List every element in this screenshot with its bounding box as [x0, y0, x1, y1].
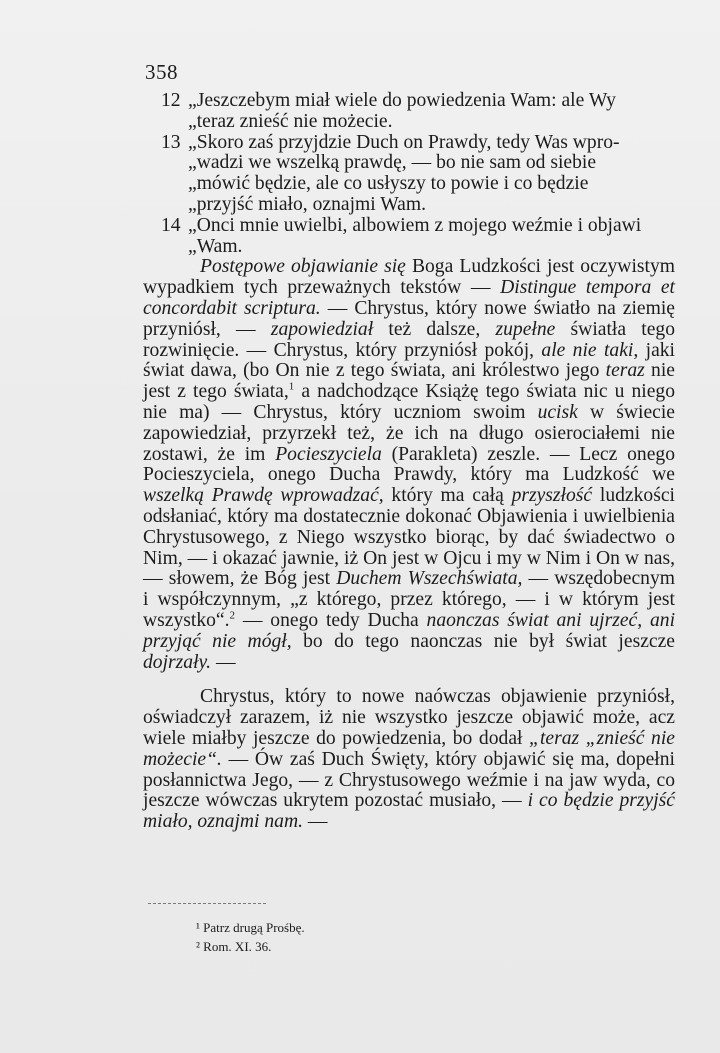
verse-number: 14: [161, 214, 181, 236]
verse-14: [143, 216, 675, 258]
body-paragraph-2: Chrystus, który to nowe naówczas objawienie przyniósł, oświadczył zarazem, iż nie wszystko jeszcze objawić może, acz wiele miałby jeszcze do powiedzenia, bo dodał „teraz „znieść nie możecie“. — Ów zaś Duch Święty, który objawić się ma, dopełni posłannictwa Jego, — z Chrystusowego weźmie i na jaw wyda, co jeszcze wówczas ukrytem pozostać musiało, — i co będzie przyjść miało, oznajmi nam. —: [143, 686, 675, 833]
verse-line: „mówić będzie, ale co usłyszy to powie i co będzie: [188, 173, 589, 195]
verse-line: „Skoro zaś przyjdzie Duch on Prawdy, tedy Was wpro-: [188, 131, 620, 153]
page-body: [143, 91, 675, 833]
verse-line: „Wam.: [188, 235, 243, 257]
verse-line: „teraz znieść nie możecie.: [188, 110, 393, 132]
page-number: 358: [145, 60, 178, 84]
footnote-divider: [148, 903, 266, 904]
verse-13: [143, 133, 675, 216]
footnote-2: ² Rom. XI. 36.: [196, 939, 272, 954]
body-paragraph-1: Postępowe objawianie się Boga Ludzkości jest oczywistym wypadkiem tych przeważnych tekstów — Distingue tempora et concordabit scriptura. — Chrystus, który nowe światło na ziemię przyniósł, — zapowiedział też dalsze, zupełne światła tego rozwinięcie. — Chrystus, który przyniósł pokój, ale nie taki, jaki świat dawa, (bo On nie z tego świata, ani królestwo jego teraz nie jest z tego świata,$^1$ a nadchodzące Książę tego świata nic u niego nie ma) — Chrystus, który uczniom swoim ucisk w świecie zapowiedział, przyrzekł też, że ich na długo osierociałemi nie zostawi, że im Pocieszyciela (Parakleta) zeszle. — Lecz onego Pocieszyciela, onego Ducha Prawdy, który ma Ludzkość we wszelką Prawdę wprowadzać, który ma całą przyszłość ludzkości odsłaniać, który ma dostatecznie dokonać Objawienia i uwielbienia Chrystusowego, z Niego wszystko biorąc, by dać świadectwo o Nim, — i okazać jawnie, iż On jest w Ojcu i my w Nim i On w nas, — słowem, że Bóg jest Duchem Wszechświata, — wszędobecnym i współczynnym, „z którego, przez którego, — i w którym jest wszystko“.$^2$ — onego tedy Ducha naonczas świat ani ujrzeć, ani przyjąć nie mógł, bo do tego naonczas nie był świat jeszcze dojrzały. —: [143, 256, 676, 673]
verse-line: „wadzi we wszelką prawdę, — bo nie sam od siebie: [188, 152, 597, 174]
verse-line: „Onci mnie uwielbi, albowiem z mojego weźmie i objawi: [188, 214, 642, 236]
verse-line: „Jeszczebym miał wiele do powiedzenia Wam: ale Wy: [188, 90, 616, 111]
verse-number: 12: [161, 90, 181, 111]
footnote-1: ¹ Patrz drugą Prośbę.: [196, 920, 305, 935]
verse-number: 13: [161, 131, 181, 153]
verse-12: [143, 91, 675, 133]
verse-line: „przyjść miało, oznajmi Wam.: [188, 193, 427, 215]
footnotes: [196, 918, 305, 956]
